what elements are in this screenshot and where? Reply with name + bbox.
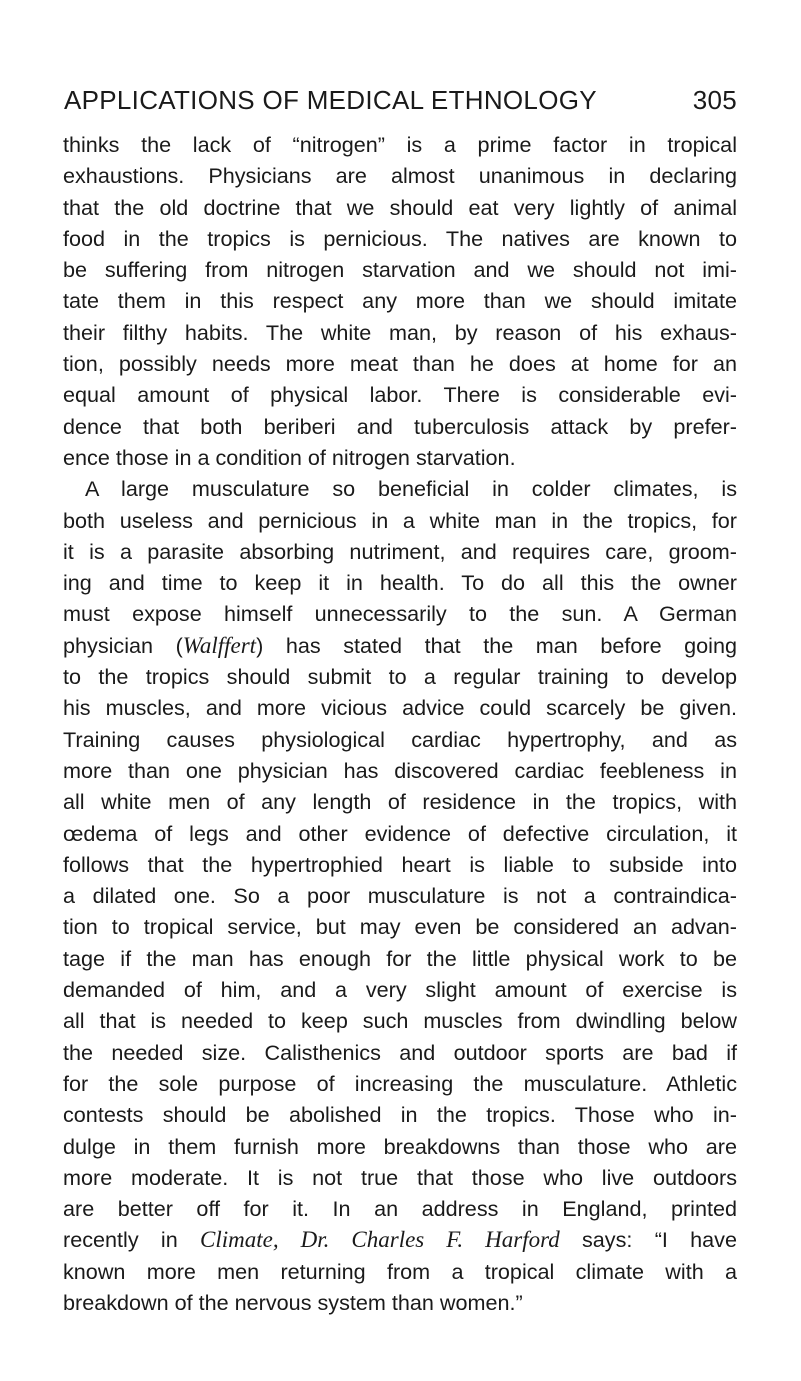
text-run: recently in <box>63 1227 200 1253</box>
text-line: food in the tropics is pernicious. The natives are known to <box>63 225 737 251</box>
text-line: his muscles, and more vicious advice could scarcely be given. <box>63 695 737 721</box>
italic-text-run: Walffert <box>182 632 257 658</box>
text-line: equal amount of physical labor. There is considerable evi- <box>63 382 737 408</box>
text-line: dulge in them furnish more breakdowns than those who are <box>63 1133 737 1159</box>
text-line: a dilated one. So a poor musculature is not a contraindica- <box>63 883 737 909</box>
text-line: thinks the lack of “nitrogen” is a prime factor in tropical <box>63 132 737 157</box>
text-line: dence that both beriberi and tuberculosis attack by prefer- <box>63 413 737 439</box>
text-line: more than one physician has discovered cardiac feebleness in <box>63 757 737 783</box>
text-line: demanded of him, and a very slight amount of exercise is <box>63 977 737 1003</box>
text-line: tate them in this respect any more than we should imitate <box>63 288 737 314</box>
body-text <box>63 129 737 1318</box>
text-line: that the old doctrine that we should eat very lightly of animal <box>63 194 737 220</box>
text-line: œdema of legs and other evidence of defective circulation, it <box>63 820 737 846</box>
text-line <box>63 630 737 661</box>
text-line: follows that the hypertrophied heart is liable to subside into <box>63 851 737 877</box>
text-line: must expose himself unnecessarily to the sun. A German <box>63 601 737 627</box>
text-line: tion, possibly needs more meat than he does at home for an <box>63 351 737 377</box>
text-line: all white men of any length of residence in the tropics, with <box>63 789 737 815</box>
text-line: their filthy habits. The white man, by reason of his exhaus- <box>63 319 737 345</box>
running-head-title: APPLICATIONS OF MEDICAL ETHNOLOGY <box>64 85 597 115</box>
text-line: for the sole purpose of increasing the musculature. Athletic <box>63 1070 737 1096</box>
text-line: both useless and pernicious in a white man in the tropics, for <box>63 507 737 533</box>
text-line: contests should be abolished in the tropics. Those who in- <box>63 1102 737 1128</box>
text-line: breakdown of the nervous system than women.” <box>63 1289 523 1315</box>
text-line <box>63 1224 737 1255</box>
text-line: to the tropics should submit to a regular training to develop <box>63 664 737 690</box>
text-run: ) has stated that the man before going <box>256 632 738 658</box>
text-line: A large musculature so beneficial in colder climates, is <box>85 476 737 502</box>
text-line: ence those in a condition of nitrogen starvation. <box>63 444 516 470</box>
page-content <box>63 80 737 1318</box>
text-line: are better off for it. In an address in England, printed <box>63 1196 737 1222</box>
text-line: more moderate. It is not true that those who live outdoors <box>63 1164 737 1190</box>
text-line: it is a parasite absorbing nutriment, and requires care, groom- <box>63 538 737 564</box>
text-line: exhaustions. Physicians are almost unanimous in declaring <box>63 163 737 189</box>
text-line: tion to tropical service, but may even be considered an advan- <box>63 914 737 940</box>
text-line: the needed size. Calisthenics and outdoor sports are bad if <box>63 1039 737 1065</box>
text-line: ing and time to keep it in health. To do all this the owner <box>63 570 737 596</box>
running-head <box>63 80 737 120</box>
text-line: tage if the man has enough for the little physical work to be <box>63 945 737 971</box>
page-number: 305 <box>692 85 737 115</box>
text-line: known more men returning from a tropical climate with a <box>63 1258 737 1284</box>
text-line: be suffering from nitrogen starvation and we should not imi- <box>63 257 737 283</box>
text-line: Training causes physiological cardiac hypertrophy, and as <box>63 726 737 752</box>
italic-text-run: Climate, Dr. Charles F. Harford <box>200 1227 560 1253</box>
text-line: all that is needed to keep such muscles from dwindling below <box>63 1008 737 1034</box>
text-run: physician ( <box>63 632 183 658</box>
text-run: says: “I have <box>559 1227 737 1253</box>
